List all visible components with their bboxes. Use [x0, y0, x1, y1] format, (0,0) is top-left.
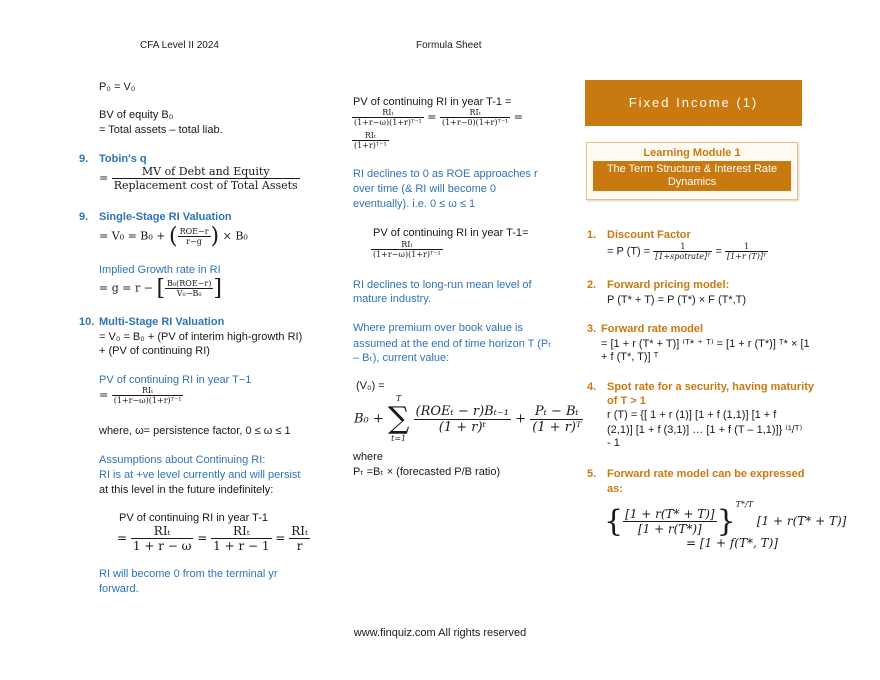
- c2-pv-formula: [352, 108, 523, 127]
- c2-pv2-label: PV of continuing RI in year T-1=: [373, 227, 529, 239]
- multi-title: Multi-Stage RI Valuation: [99, 316, 225, 328]
- fr5-d: [1 + r(T*)]: [637, 522, 702, 536]
- multi-line1: = V₀ = B₀ + (PV of interim high-growth RI): [99, 331, 303, 343]
- item-4-title2: of T > 1: [607, 395, 646, 407]
- c2-pv-label: PV of continuing RI in year T-1 =: [353, 96, 512, 108]
- df-formula: [607, 242, 768, 261]
- c2-f2n: RIₜ: [440, 108, 510, 118]
- c2-pv2-formula: [371, 240, 443, 259]
- implied-formula: = g = r − [ B₀(ROE−r) V₀−B₀ ]: [99, 276, 222, 301]
- c2-big-d1: (1 + r)ᵗ: [438, 419, 486, 435]
- c2-decl-line3: eventually). i.e. 0 ≤ ω ≤ 1: [353, 198, 476, 210]
- pv-big-eq1: =: [117, 531, 128, 545]
- tobin-formula: [99, 165, 300, 192]
- tobin-num: 9.: [79, 153, 89, 165]
- pv-cont-label: PV of continuing RI in year T−1: [99, 374, 252, 386]
- c2-decl-line1: RI declines to 0 as ROE approaches r: [353, 168, 538, 180]
- fr5-right: [1 + r(T* + T)]: [756, 514, 847, 528]
- zero-line2: forward.: [99, 583, 139, 595]
- where-omega: where, ω= persistence factor, 0 ≤ ω ≤ 1: [99, 425, 291, 437]
- c2-f1n: RIₜ: [352, 108, 424, 118]
- pv-big-d2: 1 + r − 1: [213, 539, 270, 553]
- fr5-formula: { $\frac{[1 + r(T* + T)]}{[1 + r(T*)]}$ }$^{T*/T}$ [1 + r(T* + T)]: [604, 500, 847, 539]
- c2-pv2-d: (1+r−ω)(1+r)ᵀ⁻¹: [373, 250, 441, 259]
- spot-line2: (2,1)] [1 + f (3,1)] … [1 + f (T – 1,1)]} ⁽¹/ᵀ⁾: [607, 424, 803, 436]
- c2-where: where: [353, 451, 383, 463]
- pv-big-eq2: =: [197, 531, 208, 545]
- spot-line3: - 1: [607, 437, 620, 449]
- df-n1: 1: [653, 242, 712, 252]
- c2-f3n: RIₜ: [352, 131, 389, 141]
- pv-big-formula: [117, 524, 310, 553]
- implied-numer: B₀(ROE−r): [167, 279, 212, 288]
- item-2-num: 2.: [587, 279, 597, 291]
- single-formula: = V₀ = B₀ + ( ROE−r r−g ) × B₀: [99, 224, 248, 249]
- implied-label: Implied Growth rate in RI: [99, 264, 221, 276]
- bv-title: BV of equity B₀: [99, 109, 174, 121]
- pv-cont-eq: =: [99, 388, 109, 402]
- pv-big-d1: 1 + r − ω: [132, 539, 192, 553]
- assump-title: Assumptions about Continuing RI:: [99, 454, 266, 466]
- df-d2: [1+r (T)]ᵀ: [727, 252, 767, 261]
- single-numer: ROE−r: [179, 227, 209, 236]
- pv-big-n3: RIₜ: [291, 524, 308, 538]
- assump-line1: RI is at +ve level currently and will persist: [99, 469, 301, 481]
- bv-eq: = Total assets – total liab.: [99, 124, 223, 136]
- tobin-numer: MV of Debt and Equity: [112, 165, 300, 179]
- single-num: 9.: [79, 211, 89, 223]
- assump-line2: at this level in the future indefinitely:: [99, 484, 274, 496]
- c2-mature-line2: mature industry.: [353, 293, 432, 305]
- single-denom: r−g: [186, 237, 202, 246]
- item-5-num: 5.: [587, 468, 597, 480]
- lm-sub-line1: The Term Structure & Interest Rate: [606, 163, 778, 175]
- df-d1: [1+spotrate]ᵀ: [655, 252, 711, 261]
- pv-big-d3: r: [296, 539, 303, 553]
- footer: www.finquiz.com All rights reserved: [353, 627, 527, 639]
- tobin-eq: =: [99, 171, 109, 185]
- sigma-icon: ∑: [387, 401, 410, 436]
- c2-decl-line2: over time (& RI will become 0: [353, 183, 497, 195]
- pv-big-label: PV of continuing RI in year T-1: [119, 512, 268, 524]
- zero-line1: RI will become 0 from the terminal yr: [99, 568, 278, 580]
- pv-big-eq3: =: [275, 531, 286, 545]
- df-left: = P (T) =: [607, 245, 651, 258]
- p0-eq: P₀ = V₀: [99, 81, 136, 93]
- c2-b0: B₀ +: [354, 411, 384, 427]
- c2-f3d: (1+r)ᵀ⁻¹: [354, 141, 387, 150]
- c2-eq-a: =: [427, 110, 437, 124]
- c2-big-n2: Pₜ − Bₜ: [530, 404, 583, 420]
- header-left: CFA Level II 2024: [140, 40, 219, 51]
- c2-f1d: (1+r−ω)(1+r)ᵀ⁻¹: [354, 118, 422, 127]
- lm-sub-line2: Dynamics: [667, 176, 717, 188]
- c2-prem-line1: Where premium over book value is: [353, 322, 523, 334]
- item-5-title: Forward rate model can be expressed: [607, 468, 805, 480]
- item-1-title: Discount Factor: [607, 229, 691, 241]
- item-5-title2: as:: [607, 483, 623, 495]
- fr5-exp: T*/T: [735, 500, 754, 509]
- df-eq: =: [715, 245, 722, 258]
- df-n2: 1: [725, 242, 768, 252]
- pv-big-n2: RIₜ: [211, 524, 271, 539]
- item-2-title: Forward pricing model:: [607, 279, 730, 291]
- c2-sum-bot: t=1: [391, 434, 407, 443]
- fr5-res: = [1 + f(T*, T)]: [686, 536, 778, 550]
- implied-denom: V₀−B₀: [176, 289, 202, 298]
- spot-line1: r (T) = {[ 1 + r (1)] [1 + f (1,1)] [1 + f: [607, 409, 777, 421]
- fr-line2: + f (T*, T)] ᵀ: [601, 351, 659, 363]
- c2-pv2-n: RIₜ: [371, 240, 443, 250]
- c2-big-plus: +: [515, 411, 527, 427]
- fp-eq: P (T* + T) = P (T*) × F (T*,T): [607, 294, 747, 306]
- item-3-title: Forward rate model: [601, 323, 704, 335]
- single-title: Single-Stage RI Valuation: [99, 211, 232, 223]
- c2-mature-line1: RI declines to long-run mean level of: [353, 279, 532, 291]
- c2-pt: Pₜ =Bₜ × (forecasted P/B ratio): [353, 466, 501, 478]
- implied-eq-left: = g = r −: [99, 281, 153, 295]
- lm-title: Learning Module 1: [643, 147, 741, 159]
- pv-cont-formula: [99, 386, 183, 405]
- multi-line2: + (PV of continuing RI): [99, 345, 210, 357]
- header-center: Formula Sheet: [416, 40, 482, 51]
- c2-big-formula: [354, 394, 583, 444]
- lm-subtitle: [593, 161, 791, 191]
- item-4-num: 4.: [587, 381, 597, 393]
- c2-eq-b: =: [513, 110, 523, 124]
- c2-v0: (V₀) =: [356, 380, 385, 392]
- fr5-n: [1 + r(T* + T)]: [625, 507, 715, 521]
- single-eq-left: = V₀ = B₀ +: [99, 229, 166, 243]
- c2-prem-line3: – Bₜ), current value:: [353, 352, 450, 364]
- tobin-title: Tobin's q: [99, 153, 147, 165]
- tobin-denom: Replacement cost of Total Assets: [113, 179, 298, 192]
- fixed-income-title: Fixed Income (1): [585, 80, 802, 126]
- c2-prem-line2: assumed at the end of time horizon T (Pₜ: [353, 338, 552, 350]
- c2-sum-top: T: [395, 394, 402, 403]
- pv-cont-numer: RIₜ: [112, 386, 184, 396]
- c2-f2d: (1+r−0)(1+r)ᵀ⁻¹: [441, 118, 509, 127]
- fr-line1: = [1 + r (T* + T)] ⁽ᵀ* ⁺ ᵀ⁾ = [1 + r (T*)] ᵀ* × [1: [601, 338, 810, 350]
- c2-big-d2: (1 + r)ᵀ: [532, 419, 582, 435]
- item-4-title: Spot rate for a security, having maturity: [607, 381, 815, 393]
- pv-big-n1: RIₜ: [131, 524, 194, 539]
- learning-module-box: [586, 142, 798, 200]
- pv-cont-denom: (1+r−ω)(1+r)ᵀ⁻¹: [113, 396, 182, 405]
- item-1-num: 1.: [587, 229, 597, 241]
- single-eq-right: × B₀: [222, 229, 248, 243]
- item-3-num: 3.: [587, 323, 597, 335]
- multi-num: 10.: [79, 316, 95, 328]
- c2-big-n1: (ROEₜ − r)Bₜ₋₁: [415, 403, 509, 419]
- c2-pv-formula2: [352, 131, 389, 150]
